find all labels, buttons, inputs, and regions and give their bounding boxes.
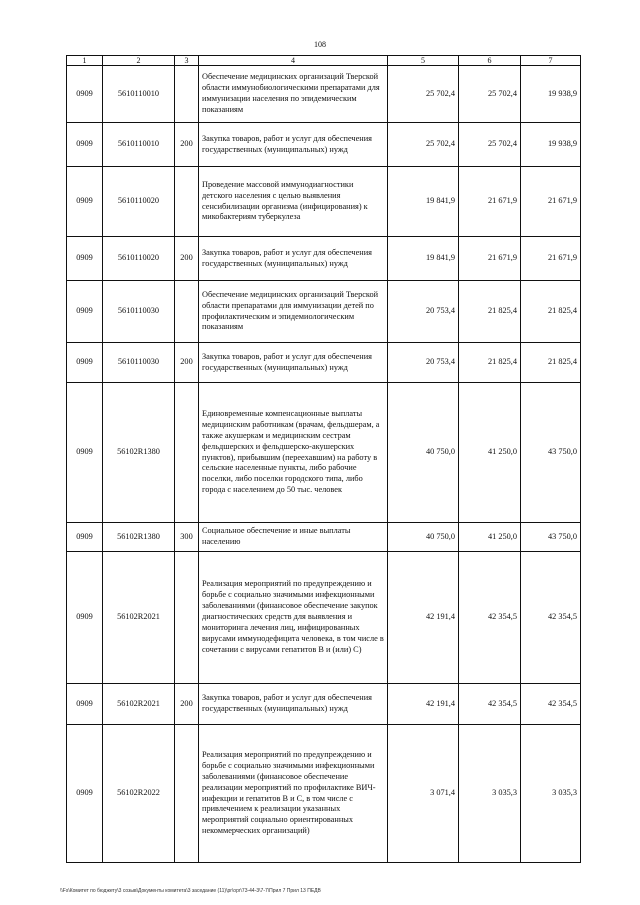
expense-type-code xyxy=(175,383,199,523)
item-description: Закупка товаров, работ и услуг для обеспечения государственных (муниципальных) нужд xyxy=(199,123,388,167)
table-row xyxy=(67,343,581,383)
amount-col7: 43 750,0 xyxy=(521,523,581,552)
amount-col5: 20 753,4 xyxy=(388,343,459,383)
amount-col5: 25 702,4 xyxy=(388,123,459,167)
amount-col6: 21 825,4 xyxy=(459,281,521,343)
amount-col7: 19 938,9 xyxy=(521,66,581,123)
amount-col7: 19 938,9 xyxy=(521,123,581,167)
section-code: 0909 xyxy=(67,281,103,343)
section-code: 0909 xyxy=(67,237,103,281)
header-row xyxy=(67,56,581,66)
amount-col5: 40 750,0 xyxy=(388,383,459,523)
amount-col7: 42 354,5 xyxy=(521,684,581,725)
column-header: 5 xyxy=(388,56,459,66)
item-description: Закупка товаров, работ и услуг для обеспечения государственных (муниципальных) нужд xyxy=(199,684,388,725)
table-row xyxy=(67,66,581,123)
amount-col5: 19 841,9 xyxy=(388,237,459,281)
target-article-code: 56102R2021 xyxy=(103,552,175,684)
item-description: Социальное обеспечение и иные выплаты населению xyxy=(199,523,388,552)
expense-type-code: 200 xyxy=(175,684,199,725)
section-code: 0909 xyxy=(67,167,103,237)
budget-table xyxy=(66,55,581,863)
amount-col7: 21 671,9 xyxy=(521,167,581,237)
section-code: 0909 xyxy=(67,725,103,863)
amount-col6: 21 825,4 xyxy=(459,343,521,383)
item-description: Закупка товаров, работ и услуг для обеспечения государственных (муниципальных) нужд xyxy=(199,343,388,383)
section-code: 0909 xyxy=(67,523,103,552)
target-article-code: 5610110010 xyxy=(103,123,175,167)
section-code: 0909 xyxy=(67,684,103,725)
amount-col6: 42 354,5 xyxy=(459,552,521,684)
table-row xyxy=(67,725,581,863)
amount-col7: 21 671,9 xyxy=(521,237,581,281)
table-row xyxy=(67,123,581,167)
amount-col5: 42 191,4 xyxy=(388,684,459,725)
table-row xyxy=(67,281,581,343)
target-article-code: 56102R1380 xyxy=(103,523,175,552)
amount-col6: 21 671,9 xyxy=(459,237,521,281)
expense-type-code: 200 xyxy=(175,237,199,281)
target-article-code: 56102R1380 xyxy=(103,383,175,523)
item-description: Закупка товаров, работ и услуг для обеспечения государственных (муниципальных) нужд xyxy=(199,237,388,281)
page-number: 108 xyxy=(314,40,326,49)
table-row xyxy=(67,684,581,725)
section-code: 0909 xyxy=(67,552,103,684)
table-row xyxy=(67,552,581,684)
amount-col5: 19 841,9 xyxy=(388,167,459,237)
item-description: Обеспечение медицинских организаций Тверской области иммунобиологическими препаратами для иммунизации населения по эпидемическим показаниям xyxy=(199,66,388,123)
target-article-code: 5610110010 xyxy=(103,66,175,123)
target-article-code: 56102R2022 xyxy=(103,725,175,863)
amount-col6: 21 671,9 xyxy=(459,167,521,237)
amount-col7: 43 750,0 xyxy=(521,383,581,523)
column-header: 3 xyxy=(175,56,199,66)
expense-type-code: 300 xyxy=(175,523,199,552)
column-header: 6 xyxy=(459,56,521,66)
column-header: 1 xyxy=(67,56,103,66)
target-article-code: 5610110030 xyxy=(103,343,175,383)
amount-col6: 41 250,0 xyxy=(459,383,521,523)
table-row xyxy=(67,383,581,523)
expense-type-code: 200 xyxy=(175,123,199,167)
amount-col6: 25 702,4 xyxy=(459,123,521,167)
section-code: 0909 xyxy=(67,66,103,123)
item-description: Обеспечение медицинских организаций Тверской области препаратами для иммунизации детей по профилактическим и эпидемиологическим показаниям xyxy=(199,281,388,343)
target-article-code: 56102R2021 xyxy=(103,684,175,725)
column-header: 4 xyxy=(199,56,388,66)
expense-type-code: 200 xyxy=(175,343,199,383)
expense-type-code xyxy=(175,167,199,237)
item-description: Реализация мероприятий по предупреждению и борьбе с социально значимыми инфекционными заболеваниями (финансовое обеспечение реализации мероприятий по профилактике ВИЧ-инфекции и гепатитов B и C, в том числе с привлечением к реализации указанных мероприятий социально ориентированных некоммерческих организаций) xyxy=(199,725,388,863)
column-header: 2 xyxy=(103,56,175,66)
amount-col7: 3 035,3 xyxy=(521,725,581,863)
item-description: Реализация мероприятий по предупреждению и борьбе с социально значимыми инфекционными заболеваниями (финансовое обеспечение закупок диагностических средств для выявления и мониторинга лечения лиц, инфицированных вирусами иммунодефицита человека, в том числе в сочетании с вирусами гепатитов B и (или) C) xyxy=(199,552,388,684)
amount-col7: 21 825,4 xyxy=(521,281,581,343)
amount-col6: 25 702,4 xyxy=(459,66,521,123)
table-row xyxy=(67,523,581,552)
expense-type-code xyxy=(175,281,199,343)
amount-col5: 20 753,4 xyxy=(388,281,459,343)
amount-col6: 41 250,0 xyxy=(459,523,521,552)
item-description: Проведение массовой иммунодиагностики детского населения с целью выявления сенсибилизации организма (инфицирования) к микобактериям туберкулеза xyxy=(199,167,388,237)
amount-col5: 40 750,0 xyxy=(388,523,459,552)
file-path-footer: \\Fs\Комитет по бюджету\3 созыв\Документы комитета\3 заседание (11)\pr\opr\73-44-3\7-7\Прил 7 Прил 13 ПЕДВ xyxy=(60,888,321,894)
section-code: 0909 xyxy=(67,123,103,167)
amount-col5: 25 702,4 xyxy=(388,66,459,123)
item-description: Единовременные компенсационные выплаты медицинским работникам (врачам, фельдшерам, а также акушеркам и медицинским сестрам фельдшерских и фельдшерско-акушерских пунктов), прибывшим (переехавшим) на работу в сельские населенные пункты, либо рабочие поселки, либо поселки городского типа, либо города с населением до 50 тыс. человек xyxy=(199,383,388,523)
amount-col5: 42 191,4 xyxy=(388,552,459,684)
amount-col6: 3 035,3 xyxy=(459,725,521,863)
target-article-code: 5610110020 xyxy=(103,167,175,237)
target-article-code: 5610110030 xyxy=(103,281,175,343)
amount-col7: 21 825,4 xyxy=(521,343,581,383)
column-header: 7 xyxy=(521,56,581,66)
section-code: 0909 xyxy=(67,343,103,383)
expense-type-code xyxy=(175,66,199,123)
table-row xyxy=(67,237,581,281)
expense-type-code xyxy=(175,552,199,684)
amount-col5: 3 071,4 xyxy=(388,725,459,863)
section-code: 0909 xyxy=(67,383,103,523)
expense-type-code xyxy=(175,725,199,863)
amount-col7: 42 354,5 xyxy=(521,552,581,684)
target-article-code: 5610110020 xyxy=(103,237,175,281)
amount-col6: 42 354,5 xyxy=(459,684,521,725)
table-row xyxy=(67,167,581,237)
